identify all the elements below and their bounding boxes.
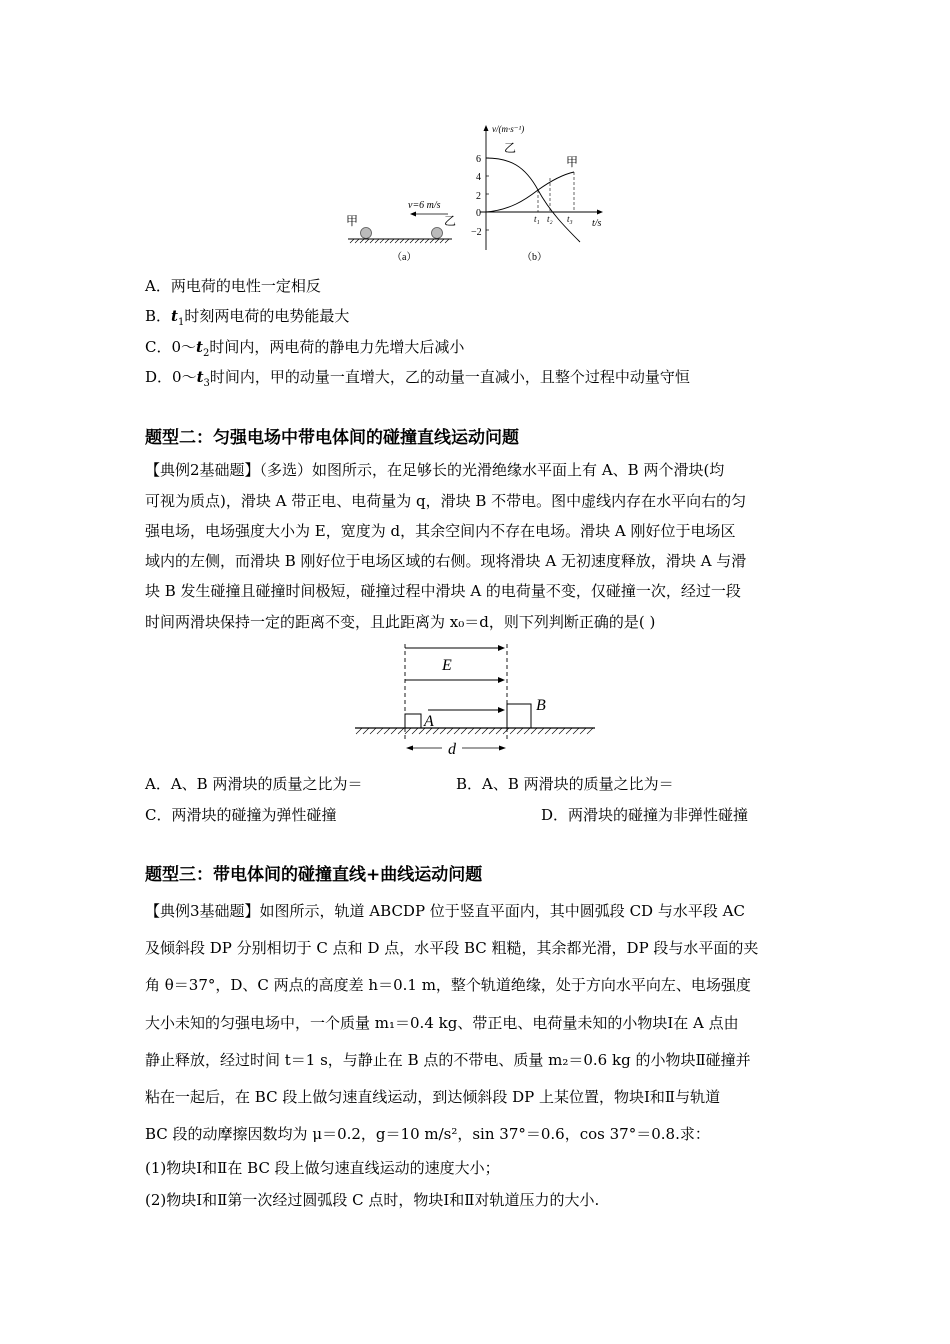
y-tick-2: 2 [476, 191, 481, 202]
caption-a: （a） [392, 252, 417, 263]
figure-1b [470, 120, 620, 270]
t3-label: t₃ [567, 214, 573, 224]
section2-line-4: 域内的左侧，而滑块 B 刚好位于电场区域的右侧。现将滑块 A 无初速度释放，滑块 A 与滑 [145, 552, 747, 570]
section3-title: 题型三：带电体间的碰撞直线+曲线运动问题 [145, 865, 483, 885]
q1-option-c: C．$0\sim t_2$时间内，两电荷的静电力先增大后减小 [145, 338, 465, 359]
section3-line-1: 【典例3基础题】如图所示，轨道 ABCDP 位于竖直平面内，其中圆弧段 CD 与水平段 AC [145, 902, 745, 920]
q1-option-b: B．$t_1$时刻两电荷的电势能最大 [145, 307, 350, 328]
field-arrowheads [498, 645, 505, 713]
section2-line-5: 块 B 发生碰撞且碰撞时间极短，碰撞过程中滑块 A 的电荷量不变，仅碰撞一次，经过一段 [145, 582, 741, 600]
section2-option-d: D．两滑块的碰撞为非弹性碰撞 [541, 806, 749, 824]
curve-label-jia: 甲 [566, 155, 579, 169]
ground-hatch [350, 239, 449, 243]
label-jia-a: 甲 [346, 214, 359, 228]
block-b [507, 704, 531, 728]
label-yi-a: 乙 [444, 214, 457, 228]
y-tick-6: 6 [476, 154, 481, 165]
label-d: d [448, 741, 456, 758]
arrow-head [410, 212, 416, 217]
t1-label: t₁ [534, 214, 540, 224]
section2-line-2: 可视为质点)，滑块 A 带正电、电荷量为 q，滑块 B 不带电。图中虚线内存在水平向右的匀 [145, 492, 747, 510]
ball-yi [432, 228, 443, 239]
x-axis-label: t/s [592, 218, 602, 229]
figure-2 [350, 640, 610, 760]
section2-option-a: A．A、B 两滑块的质量之比为＝ [145, 775, 363, 793]
t2-label: t₂ [547, 214, 553, 224]
q1-option-d: D．$0\sim t_3$时间内，甲的动量一直增大，乙的动量一直减小，且整个过程中动量守恒 [145, 368, 690, 389]
section3-line-3: 角 θ＝37°，D、C 两点的高度差 h＝0.1 m，整个轨道绝缘，处于方向水平向左、电场强度 [145, 976, 751, 994]
section3-line-5: 静止释放，经过时间 t＝1 s，与静止在 B 点的不带电、质量 m₂＝0.6 kg 的小物块Ⅱ碰撞并 [145, 1051, 751, 1069]
label-e: E [442, 657, 452, 674]
section3-line-8: (1)物块Ⅰ和Ⅱ在 BC 段上做匀速直线运动的速度大小； [145, 1159, 500, 1177]
section2-line-1: 【典例2基础题】（多选）如图所示，在足够长的光滑绝缘水平面上有 A、B 两个滑块(均 [145, 461, 725, 479]
label-a: A [424, 713, 434, 730]
section2-line-6: 时间两滑块保持一定的距离不变，且此距离为 x₀＝d，则下列判断正确的是( ) [145, 613, 656, 631]
section3-line-9: (2)物块Ⅰ和Ⅱ第一次经过圆弧段 C 点时，物块Ⅰ和Ⅱ对轨道压力的大小. [145, 1191, 600, 1209]
q1-option-a: A．两电荷的电性一定相反 [145, 277, 321, 295]
x-axis-arrow [597, 210, 603, 215]
section2-option-c: C．两滑块的碰撞为弹性碰撞 [145, 806, 337, 824]
curve-label-yi: 乙 [504, 141, 517, 155]
label-b: B [536, 697, 546, 714]
surface-hatch [356, 728, 593, 734]
figure-1a [340, 200, 470, 270]
label-v6: v=6 m/s [408, 200, 441, 211]
y-tick-m2: −2 [471, 227, 482, 238]
dashed-guides [538, 172, 574, 212]
section2-option-b: B．A、B 两滑块的质量之比为＝ [456, 775, 674, 793]
tick-marks [486, 158, 489, 230]
y-tick-4: 4 [476, 172, 481, 183]
ball-jia [361, 228, 372, 239]
caption-b: （b） [522, 252, 547, 263]
section3-line-6: 粘在一起后，在 BC 段上做匀速直线运动，到达倾斜段 DP 上某位置，物块Ⅰ和Ⅱ与轨道 [145, 1088, 721, 1106]
curve-yi [486, 158, 580, 242]
block-a [405, 714, 421, 728]
section3-line-7: BC 段的动摩擦因数均为 μ＝0.2，g＝10 m/s²，sin 37°＝0.6，cos 37°＝0.8.求： [145, 1125, 710, 1143]
section2-title: 题型二：匀强电场中带电体间的碰撞直线运动问题 [145, 428, 519, 448]
section3-line-4: 大小未知的匀强电场中，一个质量 m₁＝0.4 kg、带正电、电荷量未知的小物块Ⅰ在 A 点由 [145, 1014, 739, 1032]
y-tick-0: 0 [476, 208, 481, 219]
y-axis-arrow [484, 125, 489, 131]
section3-line-2: 及倾斜段 DP 分别相切于 C 点和 D 点，水平段 BC 粗糙，其余都光滑，DP 段与水平面的夹 [145, 939, 759, 957]
section2-line-3: 强电场，电场强度大小为 E，宽度为 d，其余空间内不存在电场。滑块 A 刚好位于电场区 [145, 522, 736, 540]
y-axis-label: v/(m·s⁻¹) [492, 124, 525, 134]
field-lines [405, 648, 500, 710]
